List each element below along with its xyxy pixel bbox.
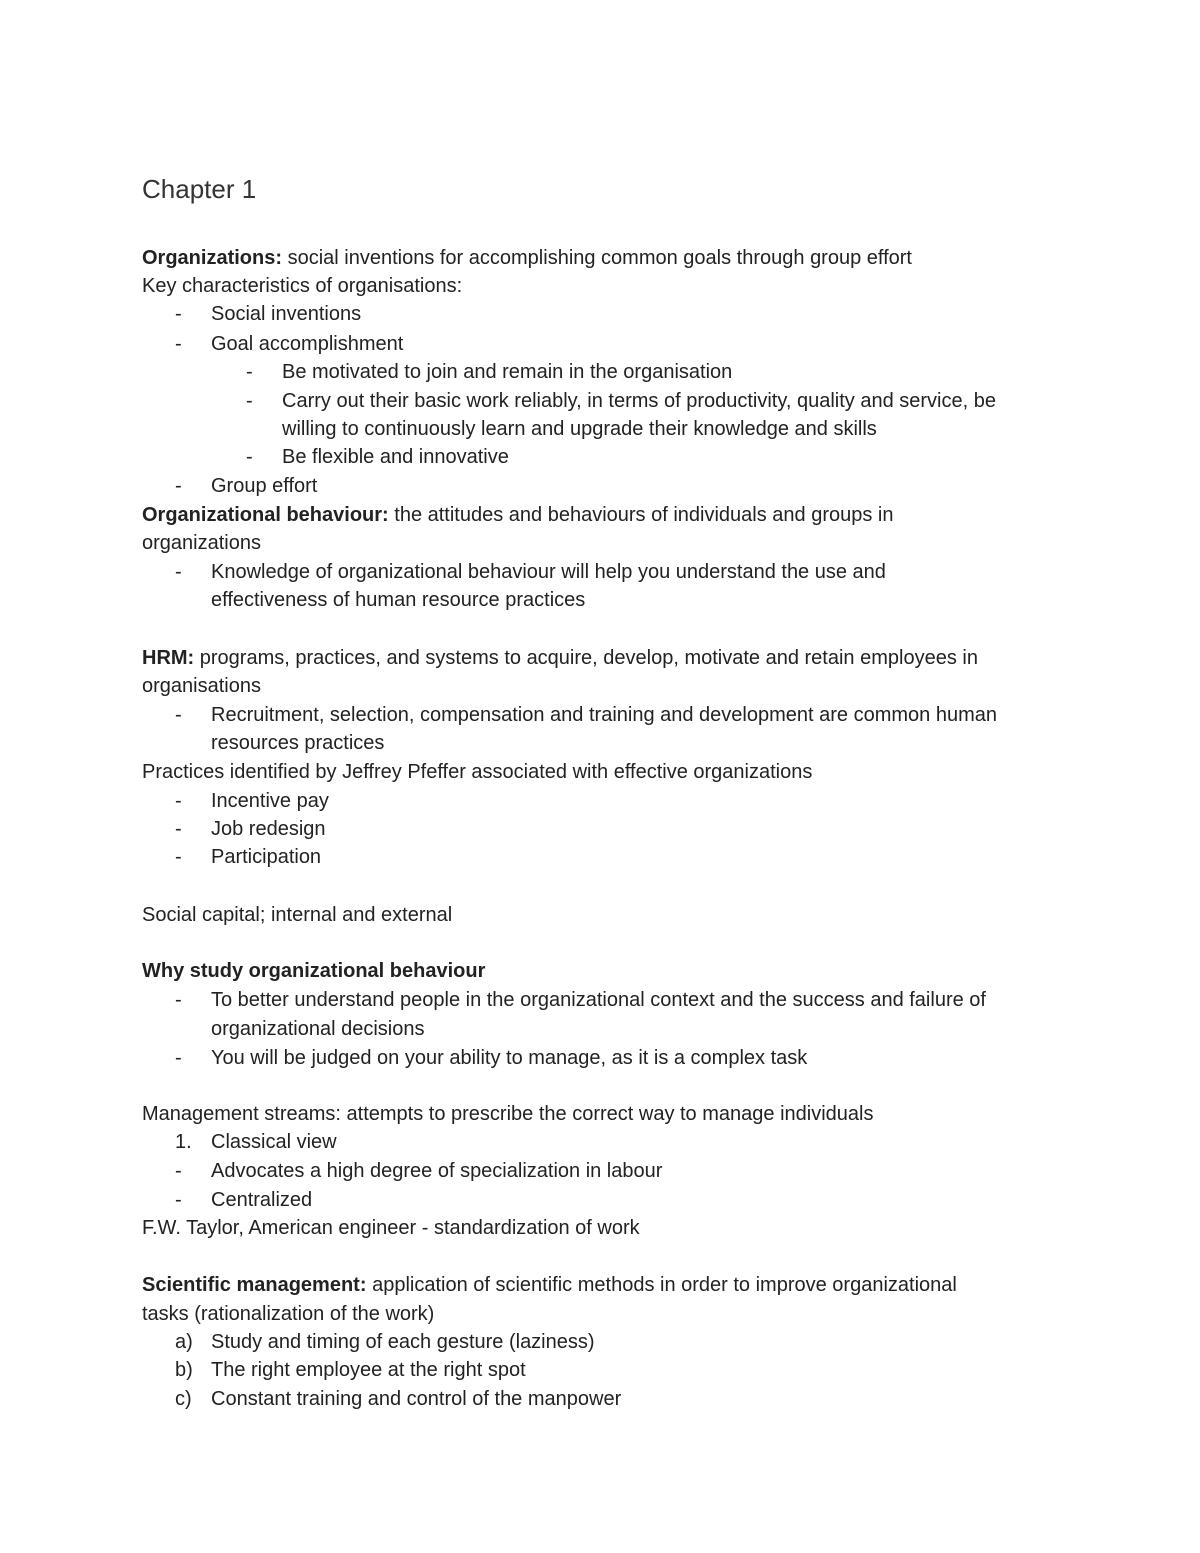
lettered-item: Study and timing of each gesture (laziness) bbox=[211, 1331, 595, 1353]
list-item-continuation: effectiveness of human resource practices bbox=[211, 589, 586, 611]
definition-text: social inventions for accomplishing common goals through group effort bbox=[282, 247, 912, 269]
list-item: Job redesign bbox=[211, 818, 326, 840]
list-item: Incentive pay bbox=[211, 790, 329, 812]
bullet-dash: - bbox=[246, 361, 253, 383]
definition-text: the attitudes and behaviours of individuals and groups in bbox=[388, 504, 894, 526]
list-item: Participation bbox=[211, 846, 322, 868]
definition-text: application of scientific methods in order to improve organizational bbox=[366, 1274, 957, 1296]
list-item: Goal accomplishment bbox=[211, 333, 404, 355]
list-number: 1. bbox=[175, 1131, 192, 1153]
term-label: Organizational behaviour: bbox=[142, 504, 389, 526]
bullet-dash: - bbox=[175, 1160, 182, 1182]
term-label: HRM: bbox=[142, 647, 195, 669]
bullet-dash: - bbox=[175, 333, 182, 355]
bullet-dash: - bbox=[175, 818, 182, 840]
bullet-dash: - bbox=[175, 989, 182, 1011]
page-heading: Chapter 1 bbox=[142, 174, 257, 204]
list-item: Social inventions bbox=[211, 303, 362, 325]
ob-definition-continuation: organizations bbox=[142, 532, 261, 554]
sub-list-item: Carry out their basic work reliably, in terms of productivity, quality and service, be bbox=[282, 390, 996, 412]
bullet-dash: - bbox=[175, 790, 182, 812]
ob-definition bbox=[142, 501, 894, 529]
list-item: Recruitment, selection, compensation and training and development are common human bbox=[211, 704, 997, 726]
bullet-dash: - bbox=[175, 303, 182, 325]
bullet-dash: - bbox=[246, 390, 253, 412]
list-letter: a) bbox=[175, 1331, 193, 1353]
list-item-continuation: resources practices bbox=[211, 732, 385, 754]
lettered-item: The right employee at the right spot bbox=[211, 1359, 526, 1381]
list-item: You will be judged on your ability to manage, as it is a complex task bbox=[211, 1047, 808, 1069]
bullet-dash: - bbox=[175, 1189, 182, 1211]
bullet-dash: - bbox=[175, 1047, 182, 1069]
bullet-dash: - bbox=[175, 475, 182, 497]
sub-list-item: Be motivated to join and remain in the organisation bbox=[282, 361, 733, 383]
term-label: Scientific management: bbox=[142, 1274, 367, 1296]
list-item: Knowledge of organizational behaviour will help you understand the use and bbox=[211, 561, 886, 583]
hrm-definition bbox=[142, 644, 978, 672]
management-streams-intro: Management streams: attempts to prescribe the correct way to manage individuals bbox=[142, 1103, 874, 1125]
social-capital-line: Social capital; internal and external bbox=[142, 904, 453, 926]
scientific-definition-continuation: tasks (rationalization of the work) bbox=[142, 1303, 435, 1325]
bullet-dash: - bbox=[175, 561, 182, 583]
taylor-line: F.W. Taylor, American engineer - standardization of work bbox=[142, 1217, 640, 1239]
pfeffer-intro: Practices identified by Jeffrey Pfeffer associated with effective organizations bbox=[142, 761, 813, 783]
why-study-heading: Why study organizational behaviour bbox=[142, 960, 486, 982]
bullet-dash: - bbox=[246, 446, 253, 468]
numbered-item: Classical view bbox=[211, 1131, 337, 1153]
list-item-continuation: organizational decisions bbox=[211, 1018, 425, 1040]
list-item: Advocates a high degree of specialization in labour bbox=[211, 1160, 663, 1182]
list-item: Group effort bbox=[211, 475, 318, 497]
definition-text: programs, practices, and systems to acquire, develop, motivate and retain employees in bbox=[194, 647, 978, 669]
list-letter: b) bbox=[175, 1359, 193, 1381]
lettered-item: Constant training and control of the manpower bbox=[211, 1388, 622, 1410]
list-letter: c) bbox=[175, 1388, 192, 1410]
sub-list-item-continuation: willing to continuously learn and upgrade their knowledge and skills bbox=[282, 418, 877, 440]
list-item: To better understand people in the organizational context and the success and failure of bbox=[211, 989, 986, 1011]
organizations-definition bbox=[142, 244, 912, 272]
hrm-definition-continuation: organisations bbox=[142, 675, 261, 697]
term-label: Organizations: bbox=[142, 247, 283, 269]
key-characteristics-intro: Key characteristics of organisations: bbox=[142, 275, 463, 297]
list-item: Centralized bbox=[211, 1189, 313, 1211]
scientific-management-definition bbox=[142, 1271, 957, 1299]
sub-list-item: Be flexible and innovative bbox=[282, 446, 509, 468]
bullet-dash: - bbox=[175, 704, 182, 726]
bullet-dash: - bbox=[175, 846, 182, 868]
